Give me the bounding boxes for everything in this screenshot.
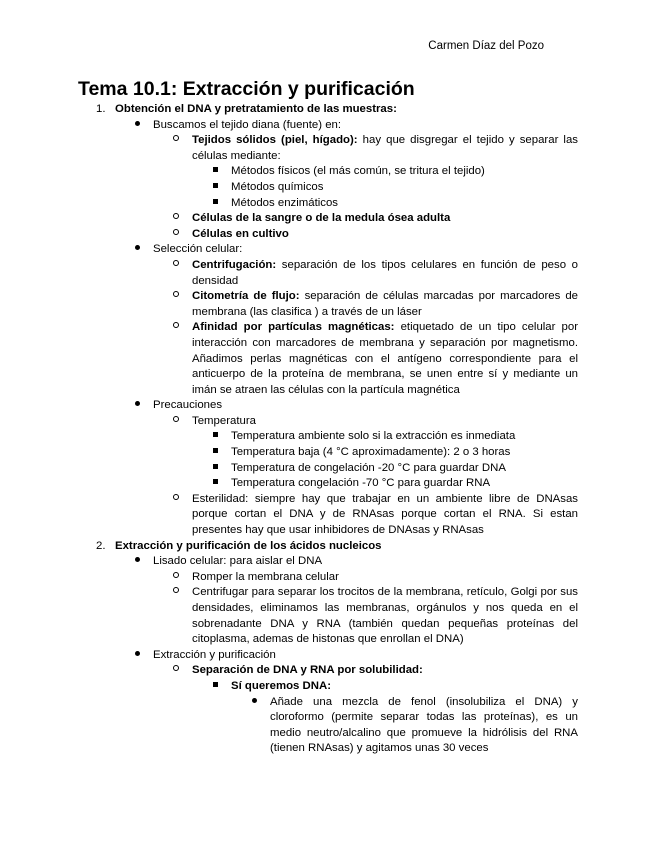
bullet-circle: [173, 258, 179, 274]
bullet-dot: [135, 554, 140, 570]
document-body: [0, 102, 655, 757]
sub-afinidad: Afinidad por partículas magnéticas: etiquetado de un tipo celular por interacción con marcadores de membrana y separación por magnetismo. Añadimos perlas magnéticas con el antígeno correspondiente para el anticuerpo de la proteína de membrana, se unen entre sí y mediante un imán se atraen las células con la partícula magnética: [0, 320, 578, 398]
bullet-circle: [173, 663, 179, 679]
temp-item: Temperatura congelación -70 °C para guardar RNA: [0, 476, 578, 492]
metodo-item: Métodos enzimáticos: [0, 196, 578, 212]
bullet-square: [213, 429, 218, 445]
sub-citometria: Citometría de flujo: separación de células marcadas por marcadores de membrana (las clasifica ) a través de un láser: [0, 289, 578, 320]
bullet-precauciones: Precauciones: [0, 398, 578, 414]
metodo-item: Métodos físicos (el más común, se tritura el tejido): [0, 164, 578, 180]
bullet-square: [213, 476, 218, 492]
bullet-circle: [173, 289, 179, 305]
bullet-extraccion: Extracción y purificación: [0, 648, 578, 664]
bullet-dot: [135, 118, 140, 134]
author-name: Carmen Díaz del Pozo: [428, 40, 544, 52]
bullet-circle: [173, 414, 179, 430]
bullet-dot: [252, 695, 257, 711]
bullet-square: [213, 164, 218, 180]
sub-temperatura: Temperatura: [0, 414, 578, 430]
bullet-lisado: Lisado celular: para aislar el DNA: [0, 554, 578, 570]
section-1-heading: Obtención el DNA y pretratamiento de las muestras:: [115, 103, 397, 115]
bullet-circle: [173, 227, 179, 243]
bullet-circle: [173, 492, 179, 508]
temp-item: Temperatura baja (4 °C aproximadamente): 2 o 3 horas: [0, 445, 578, 461]
temp-item: Temperatura ambiente solo si la extracción es inmediata: [0, 429, 578, 445]
sub-anade-fenol: Añade una mezcla de fenol (insolubiliza el DNA) y cloroformo (permite separar todas las proteínas), es un medio neutro/alcalino que promueve la hidrólisis del RNA (tienen RNAsas) y agitamos unas 30 veces: [0, 695, 578, 757]
bullet-circle: [173, 320, 179, 336]
sub-romper: Romper la membrana celular: [0, 570, 578, 586]
sub-centrifugar: Centrifugar para separar los trocitos de la membrana, retículo, Golgi por sus densidades, eliminamos las membranas, orgánulos y nos queda en el sobrenadante DNA y RNA (también quedan pequeñas proteínas del citoplasma, ademas de histonas que enrollan el DNA): [0, 585, 578, 647]
sub-esterilidad: Esterilidad: siempre hay que trabajar en un ambiente libre de DNAsas porque cortan el DNA y de RNAsas porque cortan el RNA. Si estan presentes hay que usar inhibidores de DNAsas y RNAsas: [0, 492, 578, 539]
section-2-number: 2.: [96, 539, 106, 552]
sub-tejidos-solidos: Tejidos sólidos (piel, hígado): hay que disgregar el tejido y separar las células mediante:: [0, 133, 578, 164]
bullet-square: [213, 679, 218, 695]
bullet-seleccion: Selección celular:: [0, 242, 578, 258]
section-2-heading: Extracción y purificación de los ácidos nucleicos: [115, 539, 382, 552]
bullet-circle: [173, 211, 179, 227]
section-1: [0, 102, 575, 118]
bullet-circle: [173, 585, 179, 601]
bullet-square: [213, 445, 218, 461]
bullet-dot: [135, 242, 140, 258]
section-2: [0, 539, 575, 555]
sub-celulas-cultivo: Células en cultivo: [0, 227, 578, 243]
bullet-square: [213, 180, 218, 196]
bullet-dot: [135, 398, 140, 414]
sub-si-queremos-dna: Sí queremos DNA:: [0, 679, 578, 695]
sub-celulas-sangre: Células de la sangre o de la medula ósea adulta: [0, 211, 578, 227]
sub-centrifugacion: Centrifugación: separación de los tipos celulares en función de peso o densidad: [0, 258, 578, 289]
page-title: Tema 10.1: Extracción y purificación: [78, 78, 415, 100]
section-1-number: 1.: [96, 103, 106, 115]
bullet-circle: [173, 133, 179, 149]
metodo-item: Métodos químicos: [0, 180, 578, 196]
sub-separacion: Separación de DNA y RNA por solubilidad:: [0, 663, 578, 679]
temp-item: Temperatura de congelación -20 °C para guardar DNA: [0, 461, 578, 477]
bullet-circle: [173, 570, 179, 586]
bullet-dot: [135, 648, 140, 664]
bullet-buscamos: Buscamos el tejido diana (fuente) en:: [0, 118, 578, 134]
bullet-square: [213, 196, 218, 212]
bullet-square: [213, 461, 218, 477]
